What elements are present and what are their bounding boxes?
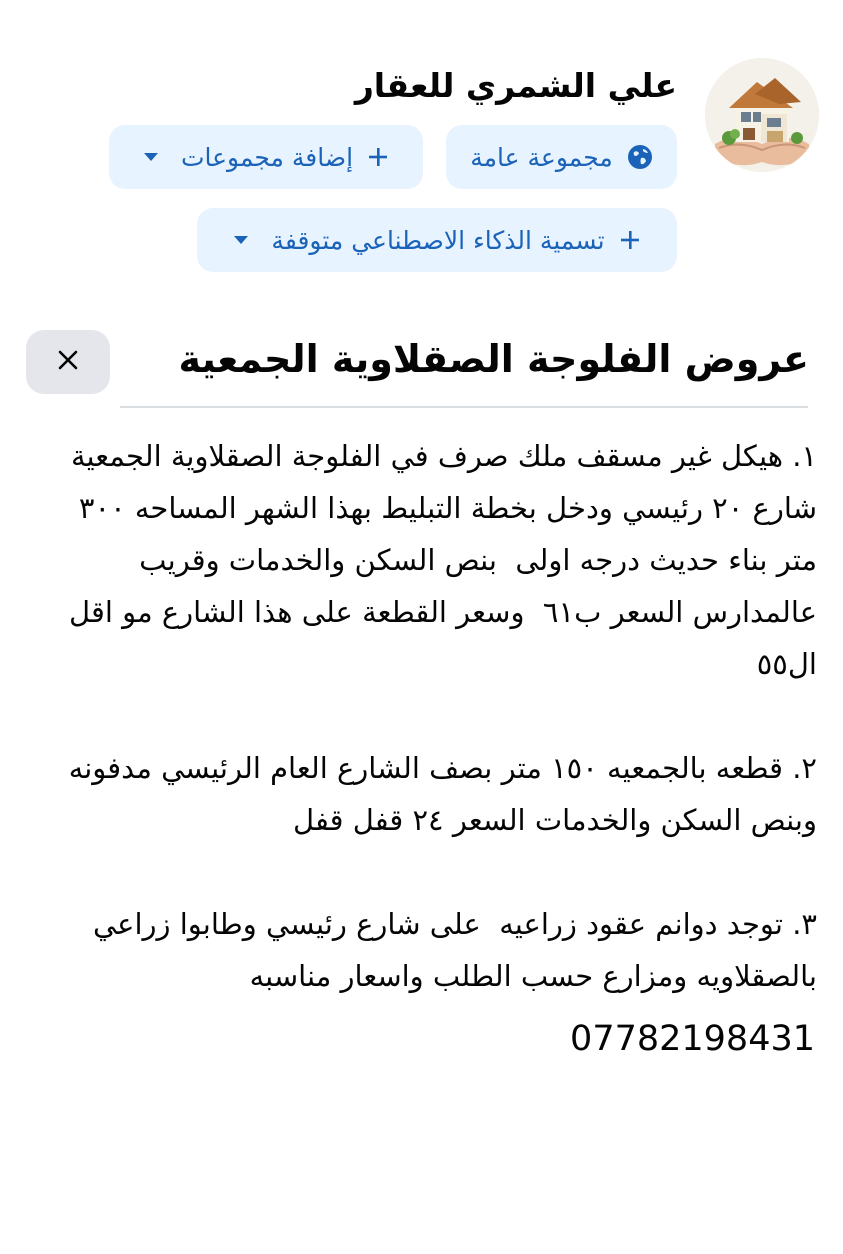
post-paragraph-3: ٣. توجد دوانم عقود زراعيه على شارع رئيسي وطابوا زراعي بالصقلاويه ومزارع حسب الطلب واسعار مناسبه: [83, 907, 817, 993]
phone-number: 07782198431: [570, 1019, 815, 1059]
post-paragraph-1: ١. هيكل غير مسقف ملك صرف في الفلوجة الصقلاوية الجمعية شارع ٢٠ رئيسي ودخل بخطة التبليط بهذا الشهر المساحه ٣٠٠ متر بناء حديث درجه اولى بنص السكن والخدمات وقريب عالمدارس السعر ب٦١ وسعر القطعة على هذا الشارع مو اقل ال٥٥: [59, 439, 817, 681]
post-title[interactable]: عروض الفلوجة الصقلاوية الجمعية: [178, 337, 809, 381]
add-groups-button[interactable]: [109, 125, 423, 189]
globe-icon: [627, 144, 653, 170]
add-groups-label: إضافة مجموعات: [180, 142, 354, 172]
ai-label-toggle-button[interactable]: [197, 208, 677, 272]
close-icon: [56, 345, 80, 380]
post-body[interactable]: [32, 430, 817, 1054]
post-composer-header: [23, 58, 819, 288]
house-in-hands-image: [705, 58, 819, 172]
ai-label-text: تسمية الذكاء الاصطناعي متوقفة: [271, 225, 605, 255]
close-button[interactable]: [26, 330, 110, 394]
title-divider: [120, 406, 808, 408]
plus-icon: [619, 229, 641, 251]
profile-avatar[interactable]: [705, 58, 819, 172]
caret-down-icon: [143, 152, 159, 162]
audience-public-group-label: مجموعة عامة: [470, 142, 613, 172]
post-paragraph-2: ٢. قطعه بالجمعيه ١٥٠ متر بصف الشارع العام الرئيسي مدفونه وبنص السكن والخدمات السعر ٢٤ قفل قفل: [59, 751, 817, 837]
plus-icon: [367, 146, 389, 168]
author-name[interactable]: علي الشمري للعقار: [354, 66, 677, 105]
post-title-row: [26, 330, 817, 394]
audience-public-group-button[interactable]: [446, 125, 677, 189]
caret-down-icon: [233, 235, 249, 245]
